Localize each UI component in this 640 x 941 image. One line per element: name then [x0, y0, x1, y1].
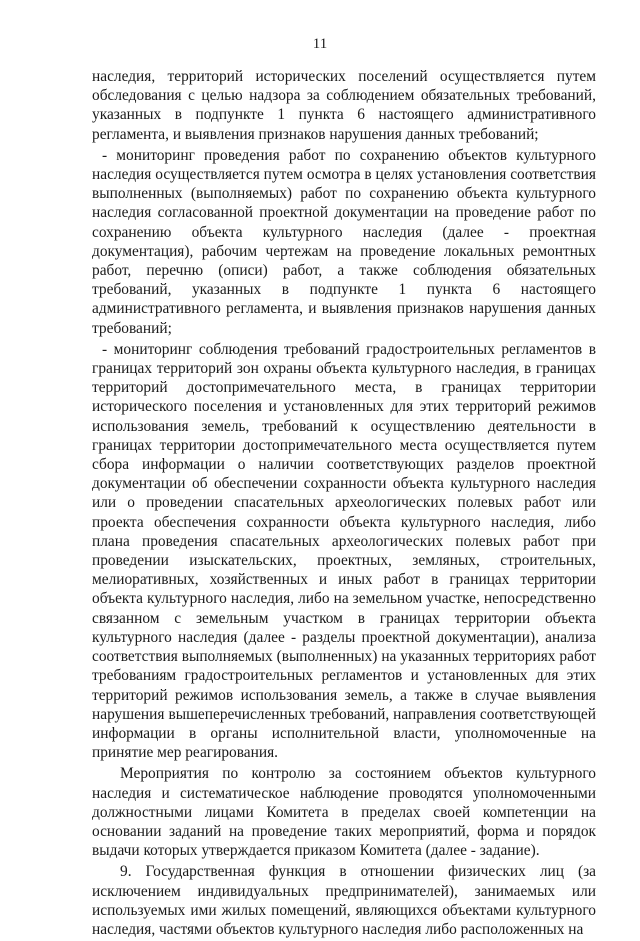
paragraph-monitoring-regulations: - мониторинг соблюдения требований градостроительных регламентов в границах территорий зон охраны объекта культурного наследия, в границах территорий достопримечательного места, в границах территории исторического поселения и установленных для этих территорий режимов использования земель, требований к осуществлению деятельности в границах территории достопримечательного места осуществляется путем сбора информации о наличии соответствующих разделов проектной документации об обеспечении сохранности объекта культурного наследия или о проведении спасательных археологических полевых работ или проекта обеспечения сохранности объекта культурного наследия, либо плана проведения спасательных археологических полевых работ при проведении изыскательских, проектных, земляных, строительных, мелиоративных, хозяйственных и иных работ в границах территории объекта культурного наследия, либо на земельном участке, непосредственно связанном с земельным участком в границах территории объекта культурного наследия (далее - разделы проектной документации), анализа соответствия выполняемых (выполненных) на указанных территориях работ требованиям градостроительных регламентов и установленных для этих территорий режимов использования земель, а также в случае выявления нарушения вышеперечисленных требований, направления соответствующей информации в органы исполнительной власти, уполномоченные на принятие мер реагирования.: [92, 340, 596, 762]
paragraph-control-measures: Мероприятия по контролю за состоянием объектов культурного наследия и систематическое наблюдение проводятся уполномоченными должностными лицами Комитета в пределах своей компетенции на основании заданий на проведение таких мероприятий, форма и порядок выдачи которых утверждается приказом Комитета (далее - задание).: [92, 765, 596, 860]
page-number: 11: [312, 36, 328, 52]
paragraph-continuation: наследия, территорий исторических поселений осуществляется путем обследования с целью надзора за соблюдением обязательных требований, указанных в подпункте 1 пункта 6 настоящего административного регламента, и выявления признаков нарушения данных требований;: [92, 68, 596, 143]
paragraph-monitoring-works: - мониторинг проведения работ по сохранению объектов культурного наследия осуществляется путем осмотра в целях установления соответствия выполненных (выполняемых) работ по сохранению объекта культурного наследия согласованной проектной документации на проведение работ по сохранению объекта культурного наследия (далее - проектная документация), рабочим чертежам на проведение локальных ремонтных работ, перечню (описи) работ, а также соблюдения обязательных требований, указанных в подпункте 1 пункта 6 настоящего административного регламента, и выявления признаков нарушения данных требований;: [92, 146, 596, 337]
paragraph-section-9: 9. Государственная функция в отношении физических лиц (за исключением индивидуальных предпринимателей), занимаемых или используемых ими жилых помещений, являющихся объектами культурного наследия, частями объектов культурного наследия либо расположенных на: [92, 863, 596, 938]
document-body: [92, 67, 596, 941]
